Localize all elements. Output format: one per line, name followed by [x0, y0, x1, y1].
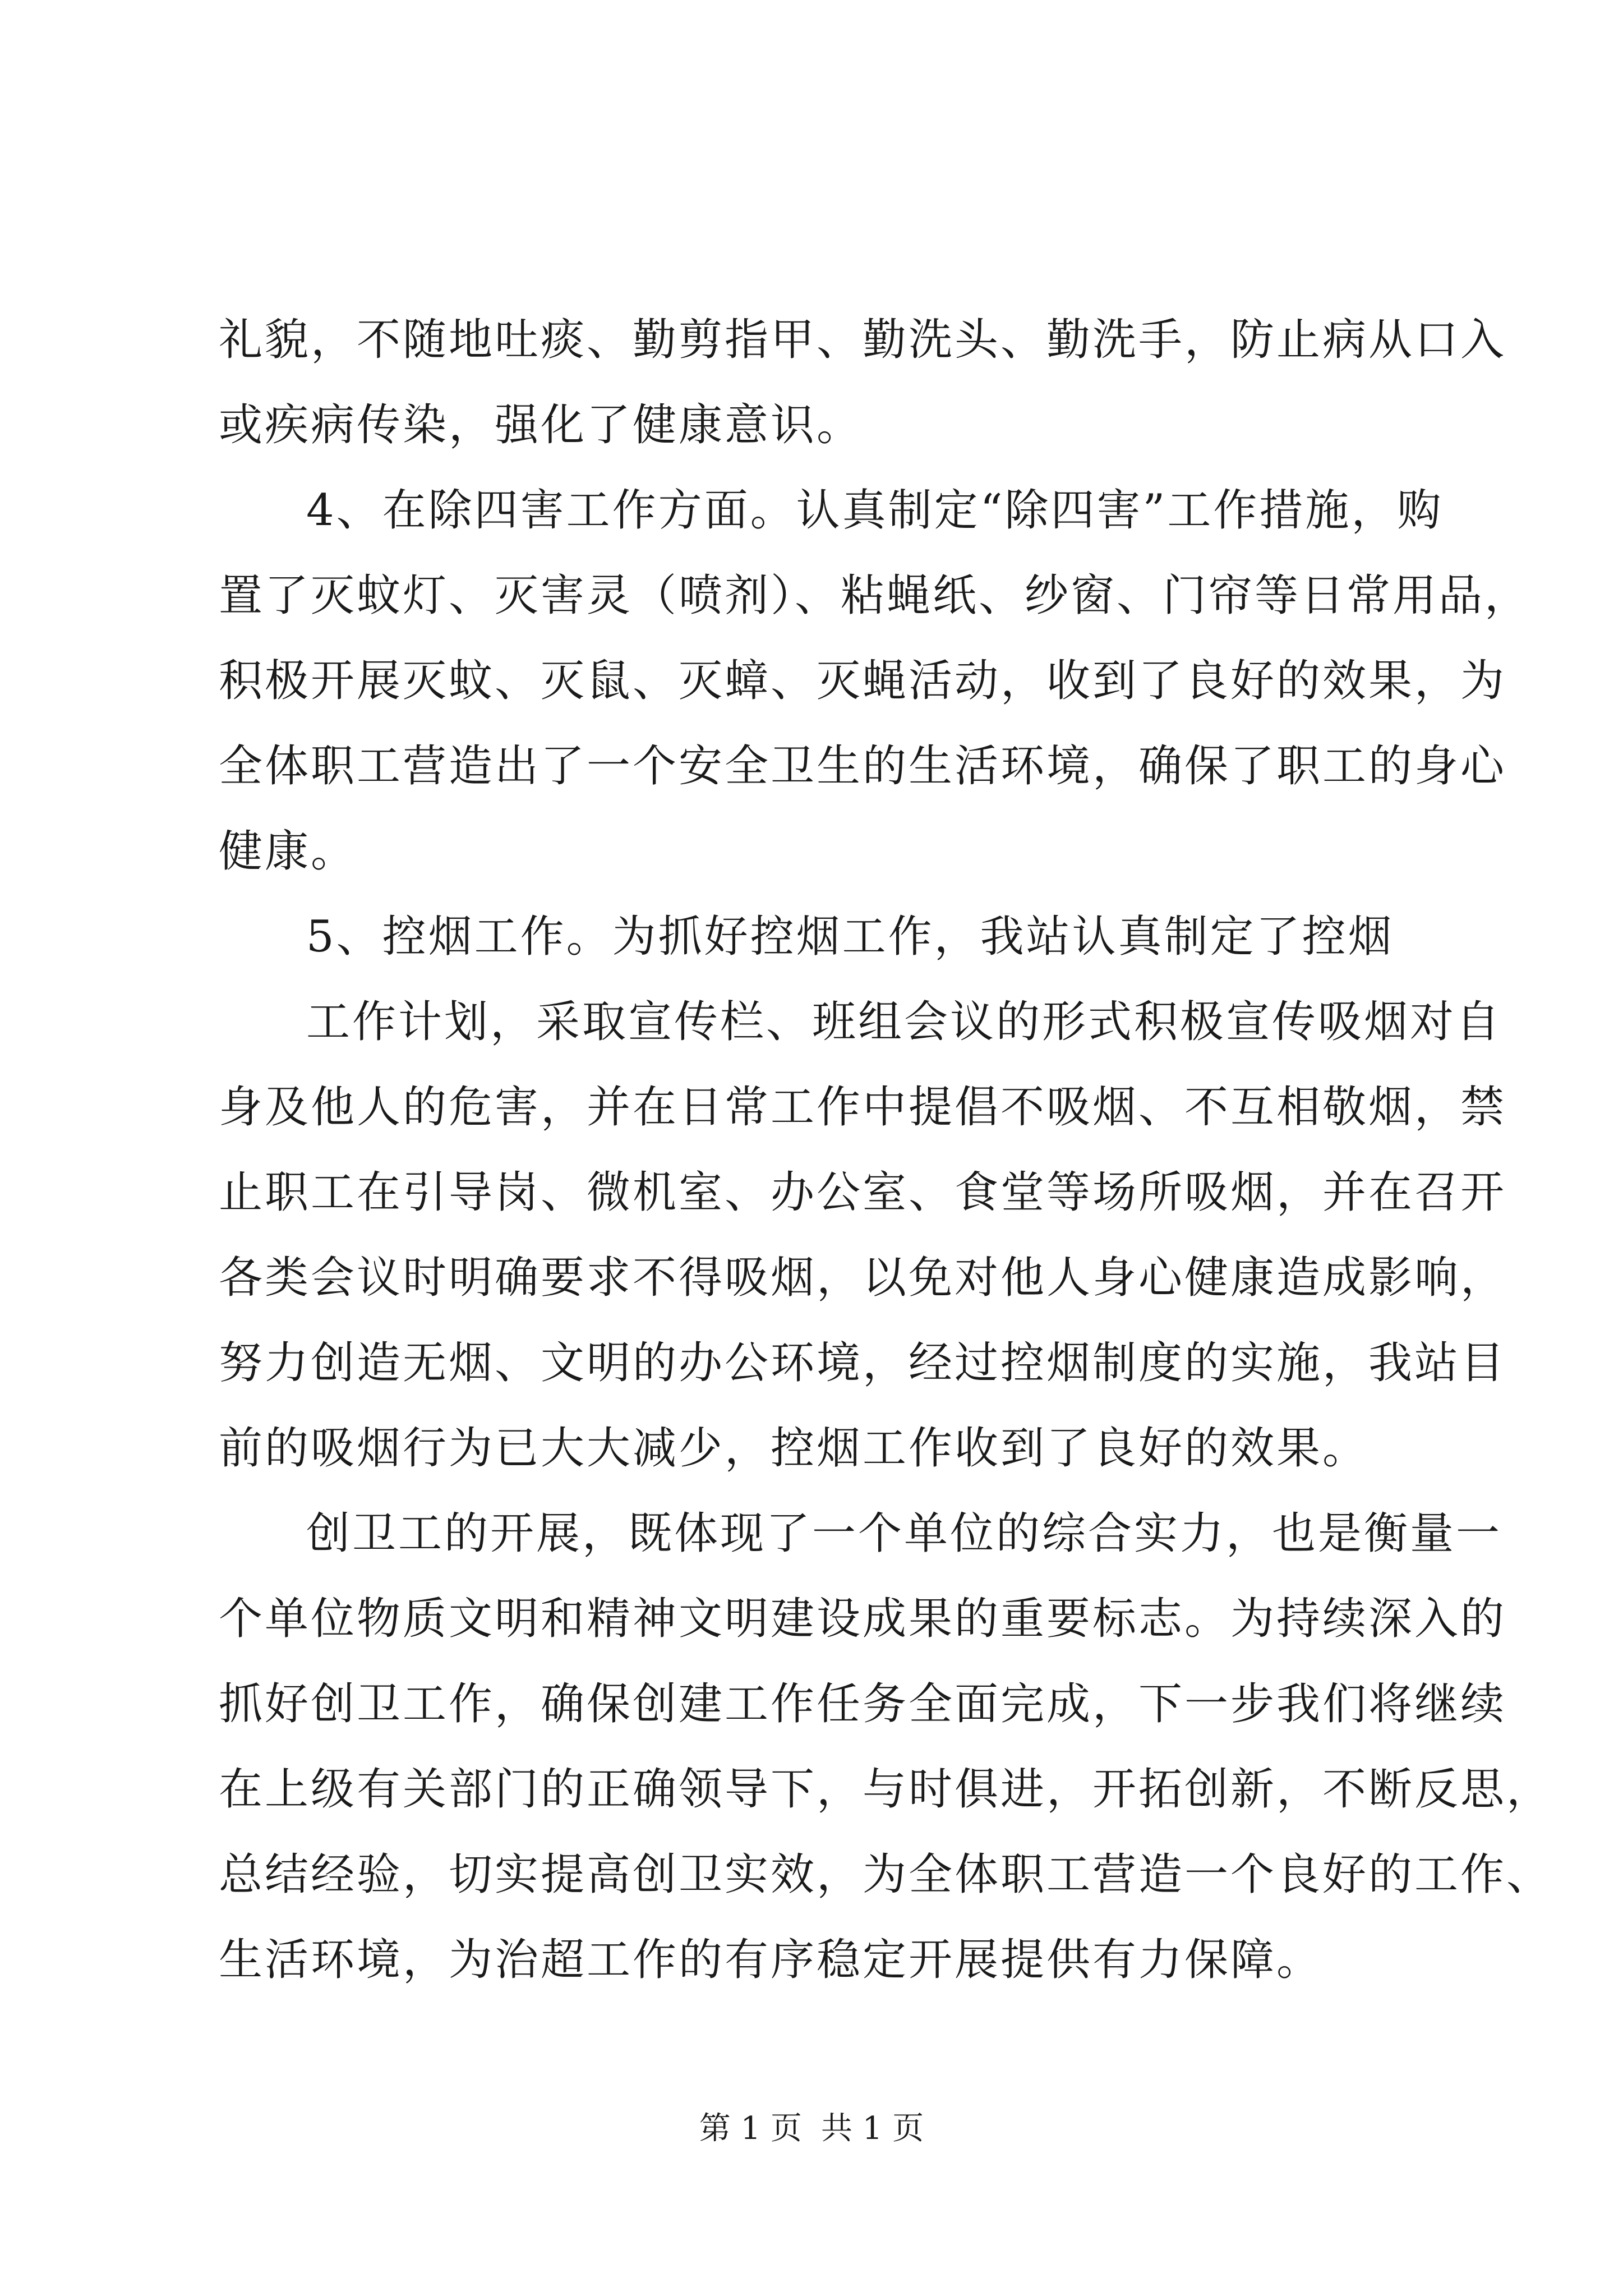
text-line: 工作计划，采取宣传栏、班组会议的形式积极宣传吸烟对自: [306, 997, 1502, 1047]
text-line: 礼貌，不随地吐痰、勤剪指甲、勤洗头、勤洗手，防止病从口入: [219, 315, 1507, 365]
text-line: 个单位物质文明和精神文明建设成果的重要标志。为持续深入的: [219, 1594, 1507, 1644]
text-line: 全体职工营造出了一个安全卫生的生活环境，确保了职工的身心: [219, 741, 1507, 792]
text-line: 5、控烟工作。为抓好控烟工作，我站认真制定了控烟: [306, 912, 1394, 962]
text-line: 积极开展灭蚊、灭鼠、灭蟑、灭蝇活动，收到了良好的效果，为: [219, 656, 1507, 706]
text-line: 健康。: [219, 826, 357, 877]
text-line: 生活环境，为治超工作的有序稳定开展提供有力保障。: [219, 1935, 1323, 1985]
text-line: 或疾病传染，强化了健康意识。: [219, 400, 863, 450]
page-footer: [0, 2106, 1623, 2151]
document-body: [219, 297, 1553, 2003]
text-line: 总结经验，切实提高创卫实效，为全体职工营造一个良好的工作、: [219, 1849, 1553, 1900]
text-line: 努力创造无烟、文明的办公环境，经过控烟制度的实施，我站目: [219, 1338, 1507, 1388]
text-line: 4、在除四害工作方面。认真制定“除四害”工作措施，购: [306, 485, 1444, 536]
page-number: 第 1 页: [699, 2110, 802, 2147]
text-line: 前的吸烟行为已大大减少，控烟工作收到了良好的效果。: [219, 1423, 1369, 1474]
text-line: 创卫工的开展，既体现了一个单位的综合实力，也是衡量一: [306, 1508, 1502, 1559]
text-line: 身及他人的危害，并在日常工作中提倡不吸烟、不互相敬烟，禁: [219, 1082, 1507, 1133]
text-line: 各类会议时明确要求不得吸烟，以免对他人身心健康造成影响，: [219, 1253, 1507, 1303]
text-line: 抓好创卫工作，确保创建工作任务全面完成，下一步我们将继续: [219, 1679, 1507, 1729]
text-line: 在上级有关部门的正确领导下，与时俱进，开拓创新，不断反思，: [219, 1764, 1553, 1815]
text-line: 止职工在引导岗、微机室、办公室、食堂等场所吸烟，并在召开: [219, 1167, 1507, 1218]
page-total: 共 1 页: [821, 2110, 924, 2147]
text-line: 置了灭蚊灯、灭害灵（喷剂）、粘蝇纸、纱窗、门帘等日常用品，: [219, 570, 1531, 621]
